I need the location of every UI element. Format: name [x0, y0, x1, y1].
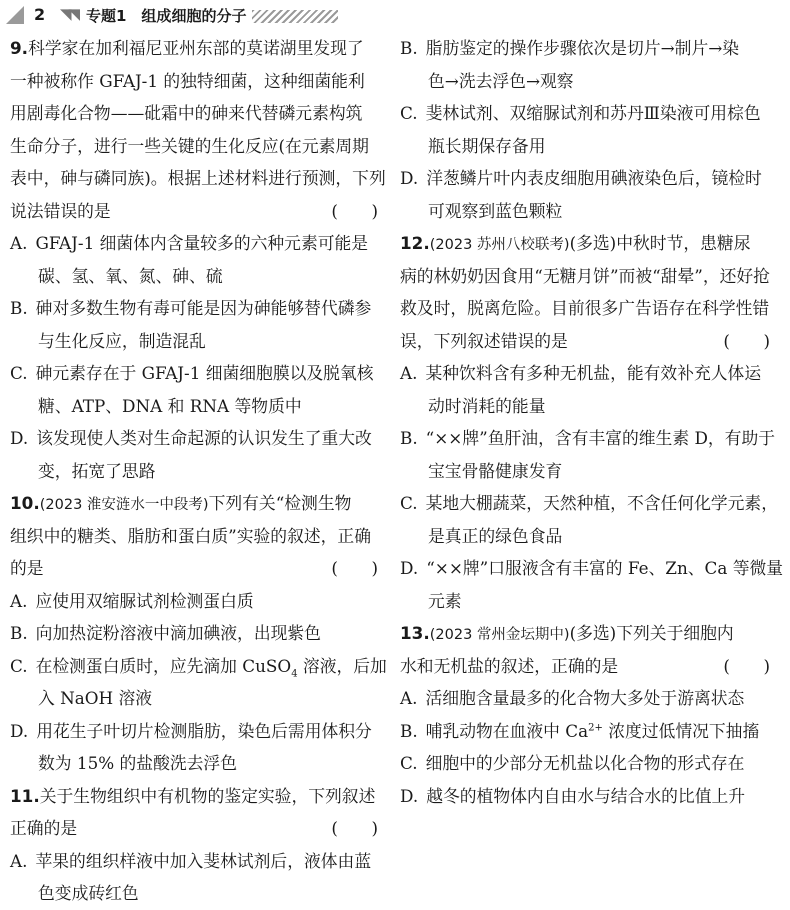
line-text: 向加热淀粉溶液中滴加碘液，出现紫色	[35, 623, 321, 643]
line-text-tail: 浓度过低情况下抽搐	[602, 720, 760, 741]
text-line	[10, 422, 388, 455]
corner-triangle-icon	[6, 6, 24, 24]
text-line	[10, 682, 388, 715]
text-line	[10, 32, 388, 65]
line-text: 斐林试剂、双缩脲试剂和苏丹Ⅲ染液可用棕色	[425, 103, 761, 123]
line-text: 瓶长期保存备用	[428, 135, 546, 156]
line-text: 入 NaOH 溶液	[38, 688, 153, 708]
text-line	[400, 292, 780, 325]
line-text: 表中，砷与磷同族)。根据上述材料进行预测，下列	[10, 168, 386, 188]
text-line	[400, 617, 780, 650]
line-text: (多选)下列关于细胞内	[569, 623, 734, 643]
chevron-decoration-icon: ◥◥	[60, 5, 78, 23]
text-line	[10, 617, 388, 650]
topic-title: 专题1 组成细胞的分子	[86, 7, 247, 25]
option-label: D.	[10, 720, 29, 741]
line-text: 该发现使人类对生命起源的认识发生了重大改	[36, 428, 372, 448]
option-label: C.	[10, 363, 28, 383]
option-label: C.	[400, 493, 418, 513]
page-number: 2	[34, 5, 46, 24]
text-line	[10, 715, 388, 748]
line-text: 宝宝骨骼健康发育	[428, 460, 563, 481]
text-line	[10, 390, 388, 423]
text-line	[400, 552, 784, 585]
text-line	[400, 390, 780, 423]
question-source: (2023 淮安涟水一中段考)	[39, 497, 209, 513]
line-text: 细胞中的少部分无机盐以化合物的形式存在	[425, 753, 745, 773]
line-text: 关于生物组织中有机物的鉴定实验，下列叙述	[39, 785, 376, 806]
line-text: 哺乳动物在血液中 Ca	[425, 720, 589, 741]
line-text: 用剧毒化合物——砒霜中的砷来代替磷元素构筑	[10, 103, 363, 123]
line-text: 正确的是	[10, 818, 78, 838]
line-text: 元素	[428, 590, 462, 611]
question-number: 13.	[400, 623, 430, 643]
text-line	[10, 357, 388, 390]
line-text: 色变成砖红色	[38, 883, 139, 903]
text-line	[400, 585, 780, 618]
line-text: 数为 15% 的盐酸洗去浮色	[38, 753, 237, 773]
text-line	[10, 162, 388, 195]
text-line	[10, 292, 388, 325]
line-text: 水和无机盐的叙述，正确的是	[400, 655, 619, 676]
line-text: 色→洗去浮色→观察	[428, 70, 574, 91]
question-source: (2023 常州金坛期中)	[429, 627, 570, 643]
option-label: A.	[10, 590, 28, 611]
text-line	[10, 877, 388, 910]
answer-blank: ( )	[331, 818, 378, 838]
line-text: 组织中的糖类、脂肪和蛋白质”实验的叙述，正确	[10, 525, 371, 546]
hatch-decoration	[252, 10, 338, 23]
line-text: 下列有关“检测生物	[208, 493, 352, 513]
text-line	[400, 260, 780, 293]
question-source: (2023 苏州八校联考)	[429, 237, 570, 253]
text-line	[400, 650, 780, 683]
line-text: 动时消耗的能量	[428, 395, 546, 416]
option-label: A.	[400, 363, 418, 383]
superscript: 2+	[588, 721, 603, 733]
text-line	[10, 845, 388, 878]
question-number: 9.	[10, 38, 29, 58]
option-label: A.	[10, 850, 28, 871]
line-text: 一种被称作 GFAJ-1 的独特细菌，这种细菌能利	[10, 70, 365, 91]
subscript: 4	[291, 667, 298, 679]
line-text: 某地大棚蔬菜，天然种植，不含任何化学元素，	[425, 493, 778, 513]
line-text: 的是	[10, 558, 44, 578]
text-line	[400, 422, 780, 455]
text-line	[10, 487, 388, 520]
option-label: D.	[400, 558, 419, 578]
line-text: (多选)中秋时节，患糖尿	[569, 233, 751, 253]
option-label: A.	[400, 688, 418, 708]
line-text: 洋葱鳞片叶内表皮细胞用碘液染色后，镜检时	[426, 168, 762, 188]
text-line	[400, 162, 780, 195]
text-line	[10, 195, 388, 228]
line-text: 科学家在加利福尼亚州东部的莫诺湖里发现了	[28, 38, 364, 58]
line-text: 变，拓宽了思路	[38, 460, 156, 481]
answer-blank: ( )	[723, 655, 770, 676]
text-line	[10, 227, 388, 260]
answer-blank: ( )	[331, 558, 378, 578]
text-line	[10, 650, 388, 683]
question-number: 12.	[400, 233, 430, 253]
question-number: 11.	[10, 785, 40, 806]
text-line	[400, 520, 780, 553]
text-line	[10, 325, 388, 358]
line-text: 可观察到蓝色颗粒	[428, 200, 563, 221]
option-label: D.	[400, 168, 419, 188]
line-text: “××牌”鱼肝油，含有丰富的维生素 D，有助于	[425, 428, 776, 448]
option-label: C.	[10, 655, 28, 676]
answer-blank: ( )	[331, 200, 378, 221]
line-text: 脂肪鉴定的操作步骤依次是切片→制片→染	[425, 38, 740, 58]
text-line	[10, 520, 388, 553]
text-line	[400, 715, 780, 748]
text-line	[400, 487, 780, 520]
option-label: B.	[10, 298, 28, 318]
text-line	[10, 455, 388, 488]
right-column	[400, 32, 784, 812]
option-label: D.	[10, 428, 29, 448]
line-text: 苹果的组织样液中加入斐林试剂后，液体由蓝	[35, 850, 372, 871]
text-line	[400, 325, 780, 358]
line-text: 某种饮料含有多种无机盐，能有效补充人体运	[425, 363, 762, 383]
line-text: 生命分子，进行一些关键的生化反应(在元素周期	[10, 135, 369, 156]
option-label: C.	[400, 103, 418, 123]
text-line	[400, 130, 780, 163]
text-line	[10, 260, 388, 293]
line-text: 误，下列叙述错误的是	[400, 330, 568, 351]
text-line	[10, 747, 388, 780]
text-line	[10, 780, 388, 813]
line-text: GFAJ-1 细菌体内含量较多的六种元素可能是	[35, 233, 369, 253]
option-label: B.	[400, 720, 418, 741]
line-text: 越冬的植物体内自由水与结合水的比值上升	[426, 785, 746, 806]
option-label: C.	[400, 753, 418, 773]
question-number: 10.	[10, 493, 40, 513]
option-label: B.	[400, 38, 418, 58]
text-line	[400, 747, 780, 780]
text-line	[400, 780, 780, 813]
line-text: 活细胞含量最多的化合物大多处于游离状态	[425, 688, 745, 708]
left-column	[10, 32, 388, 910]
line-text: 是真正的绿色食品	[428, 525, 563, 546]
text-line	[10, 812, 388, 845]
text-line	[400, 32, 780, 65]
line-text: 在检测蛋白质时，应先滴加 CuSO	[35, 655, 292, 676]
line-text: 砷元素存在于 GFAJ-1 细菌细胞膜以及脱氧核	[35, 363, 374, 383]
line-text: 说法错误的是	[10, 200, 111, 221]
option-label: A.	[10, 233, 28, 253]
text-line	[10, 552, 388, 585]
text-line	[400, 455, 780, 488]
line-text: “××牌”口服液含有丰富的 Fe、Zn、Ca 等微量	[426, 558, 784, 578]
answer-blank: ( )	[723, 330, 770, 351]
line-text: 应使用双缩脲试剂检测蛋白质	[35, 590, 254, 611]
line-text: 糖、ATP、DNA 和 RNA 等物质中	[38, 395, 302, 416]
text-line	[10, 585, 388, 618]
line-text: 救及时，脱离危险。目前很多广告语存在科学性错	[400, 298, 770, 318]
text-line	[400, 357, 780, 390]
line-text: 与生化反应，制造混乱	[38, 330, 206, 351]
text-line	[400, 227, 780, 260]
line-text: 砷对多数生物有毒可能是因为砷能够替代磷参	[35, 298, 372, 318]
text-line	[400, 195, 780, 228]
option-label: B.	[10, 623, 28, 643]
text-line	[10, 97, 388, 130]
page-header	[0, 0, 790, 30]
text-line	[10, 130, 388, 163]
text-line	[400, 65, 780, 98]
option-label: B.	[400, 428, 418, 448]
option-label: D.	[400, 785, 419, 806]
line-text-tail: 溶液，后加	[297, 655, 387, 676]
text-line	[400, 682, 780, 715]
text-line	[400, 97, 780, 130]
line-text: 病的林奶奶因食用“无糖月饼”而被“甜晕”，还好抢	[400, 265, 770, 286]
line-text: 碳、氢、氧、氮、砷、硫	[38, 265, 223, 286]
line-text: 用花生子叶切片检测脂肪，染色后需用体积分	[36, 720, 372, 741]
text-line	[10, 65, 388, 98]
